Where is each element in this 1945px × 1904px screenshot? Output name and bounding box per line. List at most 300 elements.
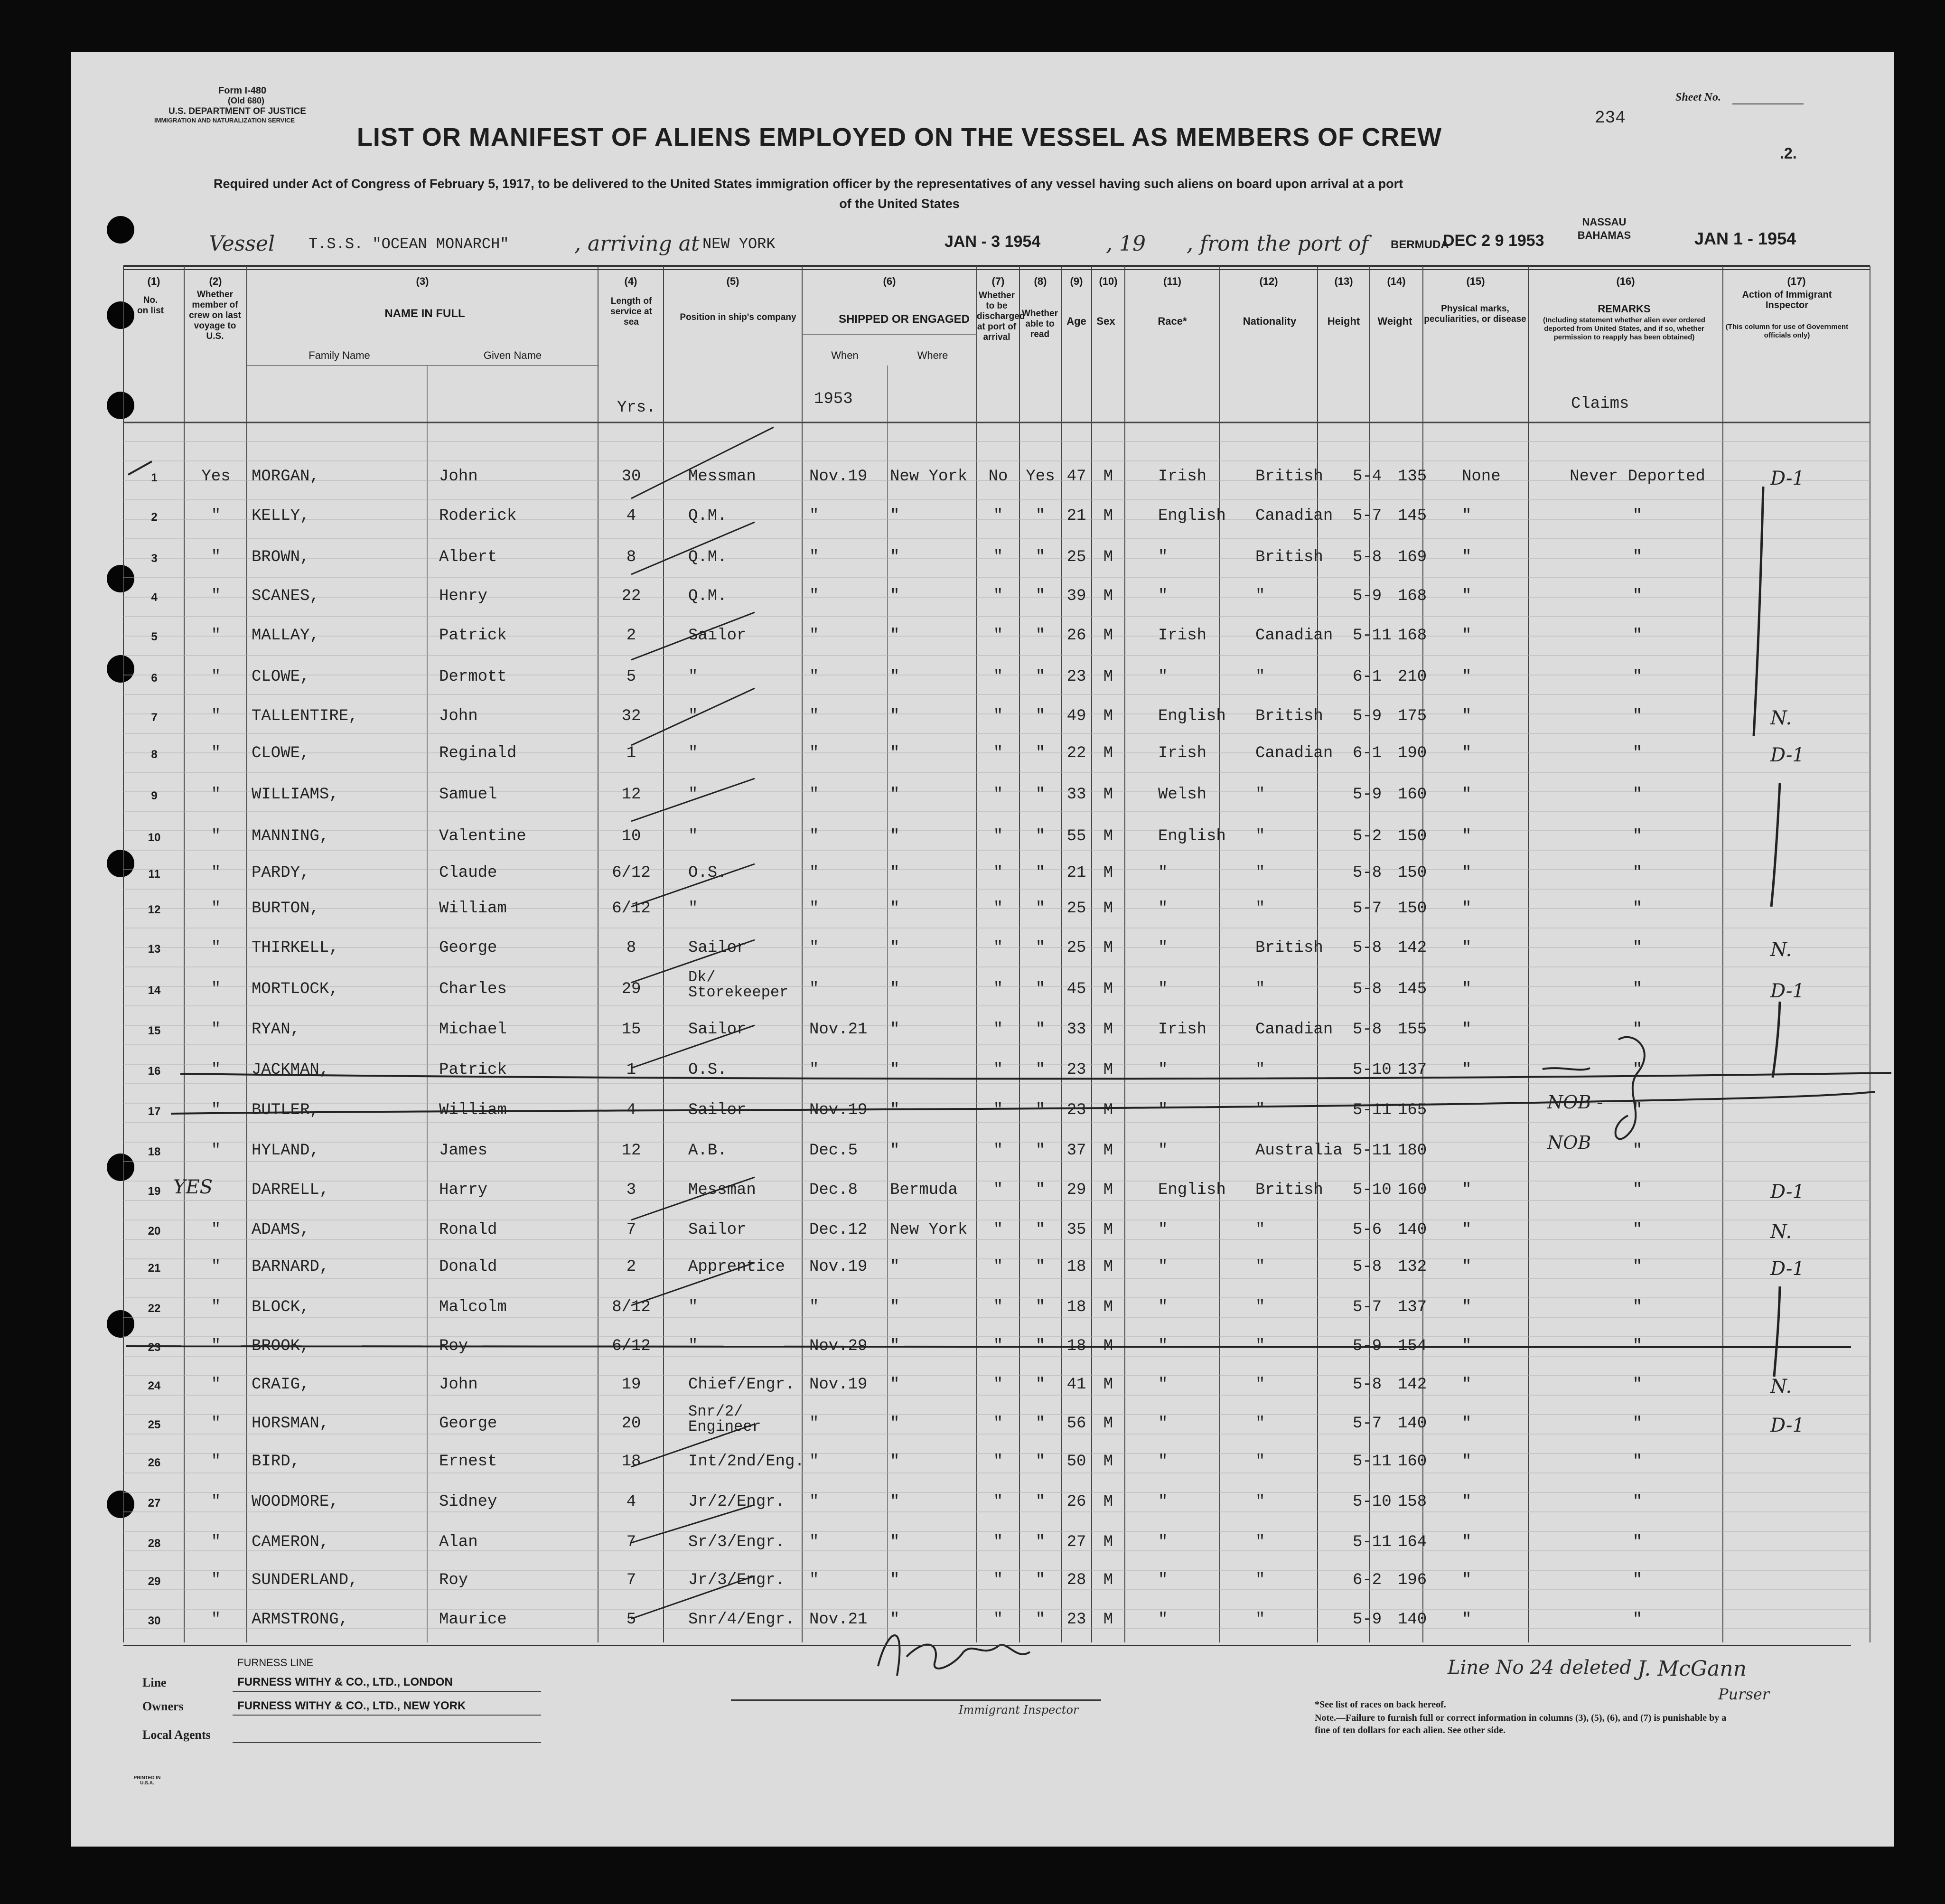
age: 23	[1066, 1101, 1086, 1119]
remarks: "	[1632, 1181, 1643, 1199]
given-name: Patrick	[439, 1061, 507, 1079]
row-number: 18	[148, 1145, 161, 1158]
weight: 160	[1398, 786, 1427, 804]
last-voyage: "	[211, 1221, 221, 1239]
shipped-where: "	[890, 707, 900, 725]
physical-marks: "	[1462, 827, 1472, 845]
nationality: "	[1255, 587, 1265, 605]
column-number-4: (4)	[624, 275, 637, 287]
physical-marks: "	[1462, 1258, 1472, 1276]
height: 5-9	[1353, 1337, 1382, 1355]
last-voyage: "	[211, 744, 221, 762]
shipped-when: "	[809, 507, 819, 525]
row-number: 11	[148, 868, 160, 881]
able-to-read: "	[1035, 507, 1046, 525]
age: 23	[1066, 1061, 1086, 1079]
age: 27	[1066, 1533, 1086, 1551]
able-to-read: "	[1035, 939, 1046, 957]
service-length: 6/12	[612, 900, 651, 918]
age: 28	[1066, 1571, 1086, 1589]
discharged: "	[993, 1453, 1003, 1471]
vessel-label: Vessel	[209, 232, 275, 256]
height: 5-10	[1353, 1181, 1392, 1199]
last-voyage: "	[211, 1298, 221, 1316]
year-annotation: 1953	[814, 390, 853, 408]
col-header-weight: Weight	[1377, 315, 1412, 327]
shipped-when: Nov.21	[809, 1611, 868, 1629]
nationality: "	[1255, 668, 1265, 686]
shipped-when: "	[809, 668, 819, 686]
race: "	[1158, 1533, 1168, 1551]
last-voyage: "	[211, 1453, 221, 1471]
last-voyage: "	[211, 1337, 221, 1355]
remarks: "	[1632, 1221, 1643, 1239]
shipped-when: Nov.21	[809, 1021, 868, 1039]
race: "	[1158, 1415, 1168, 1433]
able-to-read: "	[1035, 1611, 1046, 1629]
given-name: William	[439, 900, 507, 918]
service-length: 12	[621, 1142, 641, 1160]
remarks: Never Deported	[1570, 468, 1705, 486]
shipped-where: "	[890, 1415, 900, 1433]
service-length: 4	[626, 507, 636, 525]
given-name: John	[439, 468, 478, 486]
row-number: 13	[148, 943, 161, 956]
sex: M	[1103, 786, 1113, 804]
sex: M	[1103, 1533, 1113, 1551]
age: 37	[1066, 1142, 1086, 1160]
nationality: "	[1255, 900, 1265, 918]
position: Int/2nd/Eng.	[688, 1453, 804, 1471]
remarks: "	[1632, 1611, 1643, 1629]
col-header-when: When	[831, 349, 859, 361]
discharged: "	[993, 1142, 1003, 1160]
sex: M	[1103, 1493, 1113, 1511]
remarks: "	[1632, 1376, 1643, 1394]
race: English	[1158, 507, 1226, 525]
service-length: 4	[626, 1101, 636, 1119]
height: 5-11	[1353, 1142, 1392, 1160]
able-to-read: "	[1035, 548, 1046, 566]
shipped-where: "	[890, 1298, 900, 1316]
line-underline	[233, 1691, 541, 1692]
able-to-read: "	[1035, 668, 1046, 686]
physical-marks: NOB -	[1547, 1092, 1603, 1113]
subtitle-line-2: of the United States	[839, 197, 960, 211]
remarks: "	[1632, 827, 1643, 845]
inspector-action: D-1	[1770, 980, 1805, 1002]
age: 22	[1066, 744, 1086, 762]
nationality: Canadian	[1255, 507, 1333, 525]
shipped-where: "	[890, 1101, 900, 1119]
weight: 155	[1398, 1021, 1427, 1039]
service-length: 2	[626, 1258, 636, 1276]
age: 29	[1066, 1181, 1086, 1199]
shipped-where: "	[890, 587, 900, 605]
race: "	[1158, 1101, 1168, 1119]
given-name: Roderick	[439, 507, 517, 525]
position: "	[688, 744, 698, 762]
given-name: Patrick	[439, 627, 507, 645]
given-name: Michael	[439, 1021, 507, 1039]
arrival-date-stamp: JAN - 3 1954	[944, 233, 1041, 251]
printed-mark: PRINTED IN U.S.A.	[133, 1775, 161, 1786]
age: 55	[1066, 827, 1086, 845]
nationality: "	[1255, 1101, 1265, 1119]
position: A.B.	[688, 1142, 727, 1160]
row-number: 8	[151, 748, 158, 761]
able-to-read: "	[1035, 1021, 1046, 1039]
race: "	[1158, 1221, 1168, 1239]
race: "	[1158, 668, 1168, 686]
age: 41	[1066, 1376, 1086, 1394]
remarks: "	[1632, 1101, 1643, 1119]
last-voyage: "	[211, 900, 221, 918]
position: O.S.	[688, 1061, 727, 1079]
position: Sailor	[688, 627, 747, 645]
given-name: Donald	[439, 1258, 497, 1276]
row-number: 9	[151, 789, 158, 802]
last-voyage: "	[211, 1258, 221, 1276]
discharged: "	[993, 864, 1003, 882]
manifest-sheet	[71, 52, 1894, 1847]
weight: 210	[1398, 668, 1427, 686]
shipped-when: Dec.8	[809, 1181, 858, 1199]
old-form-number: (Old 680)	[228, 96, 265, 105]
service-length: 6/12	[612, 1337, 651, 1355]
height: 5-8	[1353, 1021, 1382, 1039]
able-to-read: "	[1035, 707, 1046, 725]
last-voyage: "	[211, 668, 221, 686]
nationality: "	[1255, 1415, 1265, 1433]
row-number: 10	[148, 831, 161, 844]
sex: M	[1103, 1258, 1113, 1276]
family-name: BARNARD,	[252, 1258, 329, 1276]
able-to-read: "	[1035, 1181, 1046, 1199]
sex: M	[1103, 1415, 1113, 1433]
row-number: 26	[148, 1456, 161, 1469]
weight: 154	[1398, 1337, 1427, 1355]
row-number: 12	[148, 903, 161, 916]
weight: 196	[1398, 1571, 1427, 1589]
discharged: "	[993, 1021, 1003, 1039]
inspector-action: N.	[1770, 1376, 1792, 1398]
shipped-where: New York	[890, 468, 968, 486]
year-label: , 19	[1106, 232, 1146, 256]
row-number: 23	[148, 1341, 161, 1354]
line-label: Line	[142, 1676, 167, 1689]
family-name: BLOCK,	[252, 1298, 310, 1316]
shipped-when: "	[809, 744, 819, 762]
remarks: "	[1632, 864, 1643, 882]
service-length: 3	[626, 1181, 636, 1199]
remarks: "	[1632, 1453, 1643, 1471]
nationality: Australia	[1255, 1142, 1343, 1160]
vessel-name: T.S.S. "OCEAN MONARCH"	[309, 235, 509, 253]
age: 21	[1066, 507, 1086, 525]
able-to-read: "	[1035, 1533, 1046, 1551]
age: 18	[1066, 1337, 1086, 1355]
discharged: "	[993, 900, 1003, 918]
age: 23	[1066, 1611, 1086, 1629]
family-name: HORSMAN,	[252, 1415, 329, 1433]
nationality: British	[1255, 548, 1323, 566]
row-number: 7	[151, 711, 158, 724]
shipped-where: "	[890, 1493, 900, 1511]
shipped-where: "	[890, 827, 900, 845]
remarks: "	[1632, 1021, 1643, 1039]
family-name: MANNING,	[252, 827, 329, 845]
remarks: "	[1632, 1298, 1643, 1316]
age: 21	[1066, 864, 1086, 882]
col-header-remarks: REMARKS	[1598, 303, 1651, 315]
row-number: 15	[148, 1024, 161, 1037]
discharged: "	[993, 1571, 1003, 1589]
weight: 160	[1398, 1181, 1427, 1199]
height: 5-2	[1353, 827, 1382, 845]
position: Q.M.	[688, 587, 727, 605]
nationality: "	[1255, 864, 1265, 882]
shipped-when: "	[809, 587, 819, 605]
column-number-15: (15)	[1466, 275, 1485, 287]
sex: M	[1103, 1298, 1113, 1316]
shipped-when: Dec.5	[809, 1142, 858, 1160]
column-number-2: (2)	[209, 275, 222, 287]
service-length: 1	[626, 1061, 636, 1079]
family-name: HYLAND,	[252, 1142, 319, 1160]
nationality: "	[1255, 1453, 1265, 1471]
able-to-read: "	[1035, 1258, 1046, 1276]
sex: M	[1103, 1181, 1113, 1199]
weight: 164	[1398, 1533, 1427, 1551]
race: "	[1158, 1376, 1168, 1394]
page-number: 234	[1595, 108, 1626, 128]
row-number: 3	[151, 552, 158, 565]
age: 18	[1066, 1258, 1086, 1276]
last-voyage: "	[211, 1415, 221, 1433]
agents-underline	[233, 1742, 541, 1743]
shipped-when: "	[809, 827, 819, 845]
position: "	[688, 827, 698, 845]
given-name: James	[439, 1142, 488, 1160]
sex: M	[1103, 827, 1113, 845]
sex: M	[1103, 744, 1113, 762]
shipped-when: "	[809, 864, 819, 882]
discharged: "	[993, 980, 1003, 998]
inspector-action: D-1	[1770, 468, 1805, 489]
agents-label: Local Agents	[142, 1728, 211, 1742]
given-name: Dermott	[439, 668, 507, 686]
able-to-read: Yes	[1026, 468, 1055, 486]
family-name: BUTLER,	[252, 1101, 319, 1119]
shipped-where: "	[890, 786, 900, 804]
nationality: "	[1255, 1493, 1265, 1511]
row-number: 1	[151, 471, 158, 484]
inspector-action: D-1	[1770, 1181, 1805, 1203]
row-number: 29	[148, 1575, 161, 1588]
shipped-when: "	[809, 1061, 819, 1079]
given-name: Maurice	[439, 1611, 507, 1629]
weight: 150	[1398, 827, 1427, 845]
subtitle-line-1: Required under Act of Congress of February 5, 1917, to be delivered to the United States immigration officer by the representatives of any vessel having such aliens on board upon arrival at a port	[214, 177, 1403, 191]
age: 25	[1066, 900, 1086, 918]
able-to-read: "	[1035, 864, 1046, 882]
shipped-when: "	[809, 548, 819, 566]
able-to-read: "	[1035, 980, 1046, 998]
physical-marks: "	[1462, 864, 1472, 882]
race: "	[1158, 1571, 1168, 1589]
physical-marks: "	[1462, 1453, 1472, 1471]
inspector-label: Immigrant Inspector	[959, 1703, 1079, 1716]
service-length: 15	[621, 1021, 641, 1039]
shipped-when: Nov.19	[809, 1258, 868, 1276]
column-number-1: (1)	[147, 275, 160, 287]
nationality: "	[1255, 1061, 1265, 1079]
remarks: "	[1632, 668, 1643, 686]
position: Jr/2/Engr.	[688, 1493, 785, 1511]
shipped-where: "	[890, 668, 900, 686]
height: 5-7	[1353, 1415, 1382, 1433]
physical-marks: "	[1462, 587, 1472, 605]
nationality: British	[1255, 939, 1323, 957]
discharged: "	[993, 827, 1003, 845]
row-number: 21	[148, 1262, 161, 1275]
last-voyage: "	[211, 587, 221, 605]
column-number-7: (7)	[991, 275, 1005, 287]
nationality: "	[1255, 1376, 1265, 1394]
shipped-where: Bermuda	[890, 1181, 958, 1199]
remarks: "	[1632, 587, 1643, 605]
last-voyage: "	[211, 548, 221, 566]
nationality: British	[1255, 707, 1323, 725]
physical-marks: "	[1462, 1493, 1472, 1511]
shipped-where: "	[890, 1376, 900, 1394]
discharged: "	[993, 939, 1003, 957]
given-name: Ronald	[439, 1221, 497, 1239]
height: 5-9	[1353, 587, 1382, 605]
race: "	[1158, 1061, 1168, 1079]
age: 39	[1066, 587, 1086, 605]
race: Welsh	[1158, 786, 1207, 804]
sex: M	[1103, 980, 1113, 998]
height: 5-7	[1353, 507, 1382, 525]
inspector-signature-line	[731, 1699, 1101, 1701]
remarks: "	[1632, 1061, 1643, 1079]
height: 5-8	[1353, 1376, 1382, 1394]
able-to-read: "	[1035, 1061, 1046, 1079]
shipped-when: Nov.19	[809, 1101, 868, 1119]
nationality: Canadian	[1255, 1021, 1333, 1039]
position: "	[688, 1298, 698, 1316]
height: 5-8	[1353, 980, 1382, 998]
weight: 150	[1398, 864, 1427, 882]
family-name: CLOWE,	[252, 744, 310, 762]
family-name: CLOWE,	[252, 668, 310, 686]
discharged: "	[993, 627, 1003, 645]
nationality: Canadian	[1255, 627, 1333, 645]
given-name: John	[439, 1376, 478, 1394]
shipped-where: "	[890, 1142, 900, 1160]
physical-marks: "	[1462, 1611, 1472, 1629]
remarks: "	[1632, 1337, 1643, 1355]
remarks-claims: Claims	[1571, 395, 1629, 413]
physical-marks: "	[1462, 1376, 1472, 1394]
physical-marks: "	[1462, 1298, 1472, 1316]
position: Sailor	[688, 1221, 747, 1239]
race: "	[1158, 548, 1168, 566]
shipped-where: "	[890, 1337, 900, 1355]
able-to-read: "	[1035, 900, 1046, 918]
column-number-10: (10)	[1099, 275, 1118, 287]
col-header-read: Whether able to read	[1022, 309, 1058, 339]
given-name: Valentine	[439, 827, 526, 845]
line-value: FURNESS LINE	[237, 1657, 314, 1669]
last-voyage: "	[211, 1493, 221, 1511]
race: "	[1158, 1337, 1168, 1355]
race: English	[1158, 707, 1226, 725]
last-voyage: "	[211, 1021, 221, 1039]
column-number-13: (13)	[1334, 275, 1353, 287]
shipped-where: "	[890, 864, 900, 882]
weight: 190	[1398, 744, 1427, 762]
second-date-stamp: JAN 1 - 1954	[1694, 229, 1796, 248]
race-footnote: *See list of races on back hereof.	[1315, 1699, 1446, 1710]
column-number-9: (9)	[1070, 275, 1083, 287]
height: 5-9	[1353, 707, 1382, 725]
able-to-read: "	[1035, 1142, 1046, 1160]
fine-note: Note.—Failure to furnish full or correct information in columns (3), (5), (6), and (7) is punishable by a fine of ten dollars for each alien. See other side.	[1315, 1713, 1727, 1735]
shipped-when: "	[809, 900, 819, 918]
given-name: Samuel	[439, 786, 497, 804]
last-voyage: "	[211, 939, 221, 957]
weight: 137	[1398, 1061, 1427, 1079]
race: "	[1158, 900, 1168, 918]
row-number: 27	[148, 1497, 161, 1510]
col-header-last-voyage: Whether member of crew on last voyage to U.S.	[189, 290, 241, 341]
inspector-action: N.	[1770, 939, 1792, 961]
line-value-2: FURNESS WITHY & CO., LTD., LONDON	[237, 1676, 453, 1688]
sex: M	[1103, 1061, 1113, 1079]
family-name: KELLY,	[252, 507, 310, 525]
height: 5-8	[1353, 1258, 1382, 1276]
weight: 140	[1398, 1611, 1427, 1629]
shipped-where: "	[890, 1571, 900, 1589]
physical-marks: "	[1462, 1571, 1472, 1589]
family-name: MORGAN,	[252, 468, 319, 486]
sex: M	[1103, 627, 1113, 645]
shipped-where: "	[890, 627, 900, 645]
given-name: Sidney	[439, 1493, 497, 1511]
service-length: 2	[626, 627, 636, 645]
from-date-stamp: DEC 2 9 1953	[1443, 232, 1544, 250]
row-number: 16	[148, 1065, 161, 1078]
family-name: CRAIG,	[252, 1376, 310, 1394]
family-name: THIRKELL,	[252, 939, 339, 957]
physical-marks: "	[1462, 1337, 1472, 1355]
last-voyage: "	[211, 786, 221, 804]
given-name: William	[439, 1101, 507, 1119]
able-to-read: "	[1035, 1337, 1046, 1355]
sex: M	[1103, 507, 1113, 525]
sex: M	[1103, 1611, 1113, 1629]
given-name: Malcolm	[439, 1298, 507, 1316]
position: Q.M.	[688, 548, 727, 566]
family-name: MORTLOCK,	[252, 980, 339, 998]
given-name: Charles	[439, 980, 507, 998]
weight: 140	[1398, 1221, 1427, 1239]
height: 5-11	[1353, 1533, 1392, 1551]
column-number-16: (16)	[1616, 275, 1635, 287]
